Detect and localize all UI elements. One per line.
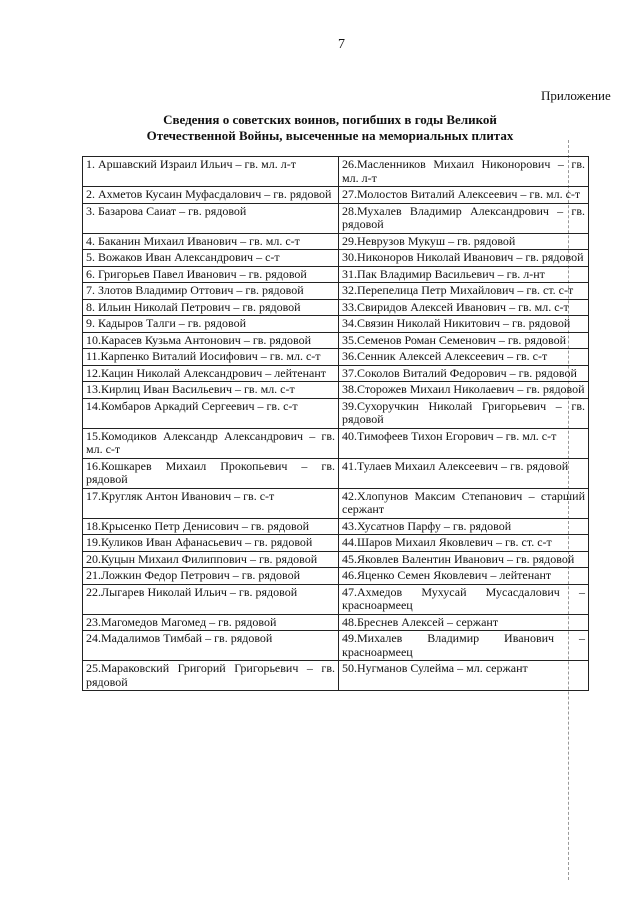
soldiers-table-body [83,157,589,691]
soldier-entry-left: 21.Ложкин Федор Петрович – гв. рядовой [83,568,339,585]
soldier-entry-left: 15.Комодиков Александр Александрович – гв. мл. с-т [83,428,339,458]
table-row [83,332,589,349]
soldier-entry-left: 9. Кадыров Талги – гв. рядовой [83,316,339,333]
table-row [83,428,589,458]
soldier-entry-right: 33.Свиридов Алексей Иванович – гв. мл. с-т [339,299,589,316]
soldier-entry-right: 36.Сенник Алексей Алексеевич – гв. с-т [339,349,589,366]
soldier-entry-left: 23.Магомедов Магомед – гв. рядовой [83,614,339,631]
soldier-entry-right: 46.Яценко Семен Яковлевич – лейтенант [339,568,589,585]
soldier-entry-left: 5. Вожаков Иван Александрович – с-т [83,250,339,267]
title-line-1: Сведения о советских воинов, погибших в годы Великой [163,112,497,127]
table-row [83,349,589,366]
soldier-entry-left: 18.Крысенко Петр Денисович – гв. рядовой [83,518,339,535]
soldier-entry-left: 2. Ахметов Кусаин Муфасдалович – гв. рядовой [83,187,339,204]
table-row [83,266,589,283]
table-row [83,488,589,518]
table-row [83,614,589,631]
table-row [83,631,589,661]
table-row [83,203,589,233]
table-row [83,398,589,428]
table-row [83,365,589,382]
soldier-entry-right: 41.Тулаев Михаил Алексеевич – гв. рядовой [339,458,589,488]
soldier-entry-left: 12.Кацин Николай Александрович – лейтенант [83,365,339,382]
soldier-entry-left: 17.Кругляк Антон Иванович – гв. с-т [83,488,339,518]
soldier-entry-left: 11.Карпенко Виталий Иосифович – гв. мл. с-т [83,349,339,366]
soldier-entry-right: 26.Масленников Михаил Никонорович – гв. мл. л-т [339,157,589,187]
soldier-entry-right: 47.Ахмедов Мухусай Мусасдалович – красноармеец [339,584,589,614]
soldier-entry-right: 45.Яковлев Валентин Иванович – гв. рядовой [339,551,589,568]
table-row [83,584,589,614]
soldier-entry-right: 39.Сухоручкин Николай Григорьевич – гв. рядовой [339,398,589,428]
soldier-entry-right: 49.Михалев Владимир Иванович – красноармеец [339,631,589,661]
soldier-entry-right: 32.Перепелица Петр Михайлович – гв. ст. с-т [339,283,589,300]
soldier-entry-right: 35.Семенов Роман Семенович – гв. рядовой [339,332,589,349]
soldier-entry-right: 40.Тимофеев Тихон Егорович – гв. мл. с-т [339,428,589,458]
table-row [83,535,589,552]
soldier-entry-right: 44.Шаров Михаил Яковлевич – гв. ст. с-т [339,535,589,552]
soldier-entry-left: 1. Аршавский Израил Ильич – гв. мл. л-т [83,157,339,187]
soldier-entry-left: 13.Кирлиц Иван Васильевич – гв. мл. с-т [83,382,339,399]
soldier-entry-right: 42.Хлопунов Максим Степанович – старший сержант [339,488,589,518]
soldier-entry-right: 37.Соколов Виталий Федорович – гв. рядовой [339,365,589,382]
table-row [83,283,589,300]
soldier-entry-left: 20.Куцын Михаил Филиппович – гв. рядовой [83,551,339,568]
table-row [83,157,589,187]
soldier-entry-left: 7. Злотов Владимир Оттович – гв. рядовой [83,283,339,300]
soldier-entry-right: 31.Пак Владимир Васильевич – гв. л-нт [339,266,589,283]
table-row [83,661,589,691]
soldier-entry-right: 29.Неврузов Мукуш – гв. рядовой [339,233,589,250]
soldier-entry-left: 22.Лыгарев Николай Ильич – гв. рядовой [83,584,339,614]
title-line-2: Отечественной Войны, высеченные на мемориальных плитах [146,128,514,143]
soldier-entry-right: 43.Хусатнов Парфу – гв. рядовой [339,518,589,535]
soldier-entry-left: 24.Мадалимов Тимбай – гв. рядовой [83,631,339,661]
appendix-label: Приложение [541,88,611,103]
soldier-entry-right: 30.Никоноров Николай Иванович – гв. рядовой [339,250,589,267]
soldier-entry-left: 25.Мараковский Григорий Григорьевич – гв. рядовой [83,661,339,691]
soldiers-table [82,156,589,691]
soldier-entry-left: 14.Комбаров Аркадий Сергеевич – гв. с-т [83,398,339,428]
table-row [83,299,589,316]
soldier-entry-left: 10.Карасев Кузьма Антонович – гв. рядовой [83,332,339,349]
soldier-entry-right: 28.Мухалев Владимир Александрович – гв. рядовой [339,203,589,233]
soldier-entry-left: 16.Кошкарев Михаил Прокопьевич – гв. рядовой [83,458,339,488]
soldier-entry-right: 50.Нугманов Сулейма – мл. сержант [339,661,589,691]
table-row [83,382,589,399]
soldier-entry-left: 3. Базарова Саиат – гв. рядовой [83,203,339,233]
table-row [83,551,589,568]
soldier-entry-left: 4. Баканин Михаил Иванович – гв. мл. с-т [83,233,339,250]
table-row [83,458,589,488]
table-row [83,233,589,250]
soldier-entry-left: 6. Григорьев Павел Иванович – гв. рядовой [83,266,339,283]
table-row [83,316,589,333]
soldier-entry-left: 19.Куликов Иван Афанасьевич – гв. рядовой [83,535,339,552]
soldier-entry-right: 38.Сторожев Михаил Николаевич – гв. рядовой [339,382,589,399]
document-title [120,112,540,144]
soldier-entry-right: 48.Бреснев Алексей – сержант [339,614,589,631]
soldier-entry-left: 8. Ильин Николай Петрович – гв. рядовой [83,299,339,316]
table-row [83,518,589,535]
soldier-entry-right: 34.Связин Николай Никитович – гв. рядовой [339,316,589,333]
table-row [83,187,589,204]
table-row [83,568,589,585]
page-number: 7 [338,37,345,52]
table-row [83,250,589,267]
soldier-entry-right: 27.Молостов Виталий Алексеевич – гв. мл. с-т [339,187,589,204]
